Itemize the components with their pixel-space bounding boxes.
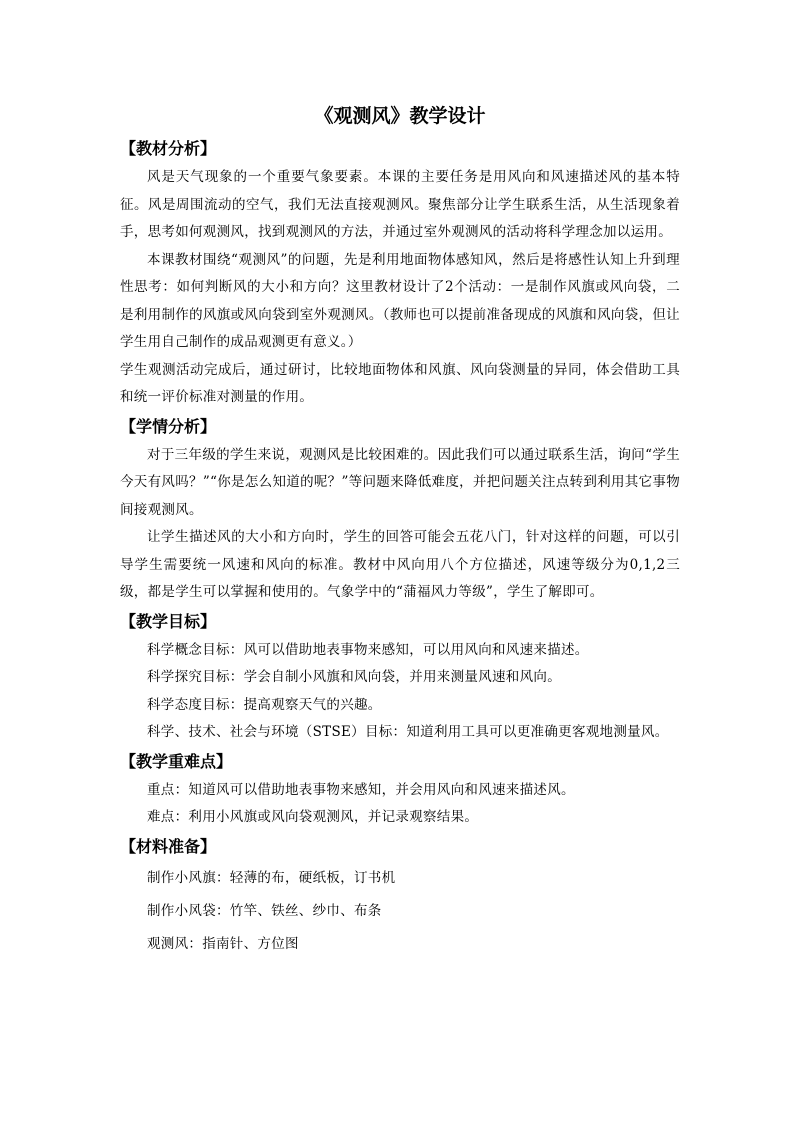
paragraph: 本课教材围绕“观测风”的问题，先是利用地面物体感知风，然后是将感性认知上升到理性思考：如何判断风的大小和方向？这里教材设计了2个活动：一是制作风旗或风向袋，二是利用制作的风旗或风向袋到室外观测风。（教师也可以提前准备现成的风旗和风向袋，但让学生用自己制作的成品观测更有意义。）	[120, 251, 680, 350]
objective-item: 科学概念目标：风可以借助地表事物来感知，可以用风向和风速来描述。	[147, 641, 589, 658]
material-item: 观测风：指南针、方位图	[147, 935, 299, 952]
paragraph: 让学生描述风的大小和方向时，学生的回答可能会五花八门，针对这样的问题，可以引导学生需要统一风速和风向的标准。教材中风向用八个方位描述，风速等级分为0,1,2三级，都是学生可以掌握和使用的。气象学中的“蒲福风力等级”，学生了解即可。	[120, 529, 680, 600]
objective-item: 科学探究目标：学会自制小风旗和风向袋，并用来测量风速和风向。	[147, 669, 561, 685]
objective-item: 科学、技术、社会与环境（STSE）目标：知道利用工具可以更准确更客观地测量风。	[147, 724, 669, 740]
key-point-item: 重点：知道风可以借助地表事物来感知，并会用风向和风速来描述风。	[147, 781, 575, 798]
paragraph: 对于三年级的学生来说，观测风是比较困难的。因此我们可以通过联系生活，询问“学生今天有风吗？”“你是怎么知道的呢？”等问题来降低难度，并把问题关注点转到利用其它事物间接观测风。	[120, 446, 680, 518]
section-heading-materials: 【材料准备】	[120, 836, 217, 856]
material-item: 制作小风旗：轻薄的布，硬纸板，订书机	[147, 869, 396, 886]
objective-item: 科学态度目标：提高观察天气的兴趣。	[147, 696, 382, 713]
section-heading-key-points: 【教学重难点】	[120, 751, 233, 771]
paragraph: 学生观测活动完成后，通过研讨，比较地面物体和风旗、风向袋测量的异同，体会借助工具和统一评价标准对测量的作用。	[120, 361, 680, 405]
section-heading-teaching-objectives: 【教学目标】	[120, 611, 217, 631]
paragraph: 风是天气现象的一个重要气象要素。本课的主要任务是用风向和风速描述风的基本特征。风是周围流动的空气，我们无法直接观测风。聚焦部分让学生联系生活，从生活现象着手，思考如何观测风，找到观测风的方法，并通过室外观测风的活动将科学理念加以运用。	[120, 169, 680, 240]
section-heading-textbook-analysis: 【教材分析】	[120, 139, 217, 158]
material-item: 制作小风袋：竹竿、铁丝、纱巾、布条	[147, 902, 382, 919]
section-heading-student-analysis: 【学情分析】	[120, 416, 217, 436]
document-title: 《观测风》教学设计	[314, 105, 486, 127]
key-point-item: 难点：利用小风旗或风向袋观测风，并记录观察结果。	[147, 809, 479, 825]
document-page	[120, 100, 680, 961]
